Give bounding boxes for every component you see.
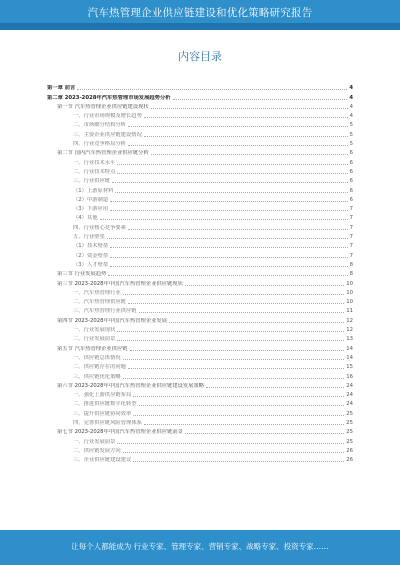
toc-page-number: 6 [349,187,353,194]
toc-page-number: 6 [349,159,353,166]
toc-leader-dots [185,285,344,286]
toc-leader-dots [139,312,345,313]
toc-entry-title: （2）资金壁垒 [73,252,109,259]
toc-page-number: 10 [346,289,353,296]
toc-entry-title: 第三节 行业发展趋势 [57,271,107,278]
toc-leader-dots [144,117,348,118]
toc-page-number: 12 [346,317,353,324]
toc-entry[interactable] [47,381,353,390]
toc-leader-dots [123,294,345,295]
toc-page-number: 5 [349,141,353,148]
toc-entry[interactable] [47,353,353,362]
toc-page-number: 6 [349,196,353,203]
toc-entry[interactable] [47,167,353,176]
toc-entry[interactable] [47,148,353,157]
toc-page-number: 14 [346,354,353,361]
toc-leader-dots [133,461,344,462]
footer-slogan: 让每个人都能成为 行业专家、管理专家、营销专家、战略专家、投资专家…… [71,542,329,551]
toc-page-number: 7 [349,215,353,222]
toc-entry-title: 一、汽车热管理行业 [73,289,121,296]
toc-entry[interactable] [47,222,353,231]
toc-entry[interactable] [47,297,353,306]
toc-entry[interactable] [47,92,353,101]
toc-entry-title: 四、完善供应链风险管理体系 [73,419,142,426]
toc-page-number: 4 [349,85,353,92]
toc-leader-dots [139,405,345,406]
toc-entry-title: 二、行业技术特点 [73,168,116,175]
toc-entry-title: 二、市场细分结构分析 [73,122,126,129]
toc-entry[interactable] [47,129,353,138]
toc-entry[interactable] [47,455,353,464]
toc-entry[interactable] [47,111,353,120]
toc-entry-title: 第三节 2023-2028年中国汽车热管理企业供应链现状 [57,280,183,287]
toc-page-number: 7 [349,252,353,259]
toc-entry[interactable] [47,427,353,436]
toc-entry-title: 第七节 2023-2028年中国汽车热管理企业供应链前景 [57,429,183,436]
toc-leader-dots [108,275,347,276]
toc-entry[interactable] [47,371,353,380]
toc-entry-title: 二、供应链存在的问题 [73,364,126,371]
toc-page-number: 7 [349,224,353,231]
toc-title: 内容目录 [178,50,222,63]
header-band [0,23,400,30]
toc-leader-dots [117,443,344,444]
toc-leader-dots [173,99,348,100]
toc-leader-dots [123,452,345,453]
toc-page-number: 15 [346,364,353,371]
toc-entry[interactable] [47,250,353,259]
toc-entry-title: 二、供应链发展方向 [73,447,121,454]
toc-leader-dots [133,396,344,397]
toc-entry-title: 第四节 2023-2028年中国汽车热管理企业发展 [57,317,168,324]
toc-page-number: 26 [346,457,353,464]
toc-leader-dots [128,368,344,369]
toc-leader-dots [130,350,345,351]
toc-leader-dots [115,192,347,193]
toc-entry[interactable] [47,390,353,399]
toc-leader-dots [128,229,348,230]
toc-entry-title: （3）人才壁垒 [73,261,109,268]
toc-entry-title: 一、供应链总体情况 [73,354,121,361]
toc-entry-title: 三、企业供应链建设建议 [73,457,132,464]
toc-leader-dots [144,136,348,137]
report-title: 汽车热管理企业供应链建设和优化策略研究报告 [87,7,313,19]
toc-leader-dots [206,387,344,388]
toc-entry[interactable] [47,362,353,371]
toc-page-number: 7 [349,243,353,250]
toc-entry[interactable] [47,269,353,278]
toc-entry-title: 三、供应链优化策略 [73,373,121,380]
toc-entry[interactable] [47,102,353,111]
toc-leader-dots [117,164,347,165]
toc-leader-dots [117,173,347,174]
toc-leader-dots [128,145,348,146]
toc-entry-title: 第一节 汽车热管理企业供应链建设现状 [57,103,149,110]
toc-entry[interactable] [47,241,353,250]
toc-leader-dots [100,219,348,220]
toc-entry[interactable] [47,325,353,334]
toc-leader-dots [185,433,344,434]
toc-entry-title: 四、行业竞争格局分析 [73,141,126,148]
toc-entry[interactable] [47,334,353,343]
toc-page-number: 24 [346,401,353,408]
toc-entry[interactable] [47,204,353,213]
toc-entry-title: （1）技术壁垒 [73,243,109,250]
toc-entry-title: 二、汽车热管理供应链 [73,299,126,306]
toc-entry[interactable] [47,306,353,315]
toc-page-number: 5 [349,131,353,138]
toc-entry-title: 一、行业发展前景 [73,438,116,445]
toc-entry[interactable] [47,157,353,166]
toc-entry-title: （3）下游应用 [73,206,109,213]
toc-leader-dots [123,378,345,379]
toc-page-number: 4 [349,94,353,101]
toc-entry-title: 一、行业发展现状 [73,327,116,334]
toc-page-number: 12 [346,327,353,334]
toc-page-number: 7 [349,206,353,213]
toc-entry-title: （1）上游原材料 [73,187,114,194]
table-of-contents [47,83,353,464]
toc-entry-title: 第一章 前言 [47,85,76,92]
toc-page-number: 6 [349,178,353,185]
toc-entry[interactable] [47,120,353,129]
toc-entry-title: 一、行业市场规模及增长趋势 [73,113,142,120]
toc-page-number: 11 [346,308,353,315]
toc-entry-title: 三、行业供应链 [73,178,111,185]
toc-leader-dots [110,210,347,211]
toc-leader-dots [151,108,348,109]
footer-banner [0,530,400,565]
toc-page-number: 25 [346,429,353,436]
toc-entry-title: 二、行业发展前景 [73,336,116,343]
toc-leader-dots [151,154,348,155]
toc-leader-dots [128,303,344,304]
toc-entry[interactable] [47,213,353,222]
toc-entry-title: 五、行业壁垒 [73,234,105,241]
toc-entry-title: 一、行业技术水平 [73,159,116,166]
toc-page-number: 25 [346,438,353,445]
toc-entry[interactable] [47,315,353,324]
toc-entry[interactable] [47,83,353,92]
toc-leader-dots [110,201,347,202]
toc-page-number: 8 [349,271,353,278]
toc-leader-dots [128,126,348,127]
toc-page-number: 4 [349,103,353,110]
toc-page-number: 26 [346,447,353,454]
toc-entry[interactable] [47,343,353,352]
toc-page-number: 6 [349,150,353,157]
toc-entry-title: 第五节 汽车热管理企业供应链 [57,345,128,352]
toc-leader-dots [110,257,347,258]
toc-entry[interactable] [47,288,353,297]
toc-entry-title: （4）其他 [73,215,98,222]
toc-entry[interactable] [47,195,353,204]
report-header [0,0,400,30]
toc-page-number: 24 [346,392,353,399]
toc-entry[interactable] [47,139,353,148]
toc-page-number: 5 [349,122,353,129]
toc-page-number: 25 [346,419,353,426]
toc-entry[interactable] [47,260,353,269]
toc-entry[interactable] [47,446,353,455]
toc-entry-title: 第六节 2023-2028年中国汽车热管理企业供应链建设发展策略 [57,382,205,389]
toc-entry[interactable] [47,399,353,408]
toc-page-number: 24 [346,382,353,389]
toc-entry[interactable] [47,408,353,417]
toc-entry-title: 二、推进供应链数字化转型 [73,401,137,408]
toc-page-number: 6 [349,168,353,175]
toc-page-number: 8 [349,261,353,268]
toc-entry-title: 第二节 国内汽车热管理企业供应链分析 [57,150,149,157]
toc-leader-dots [112,182,348,183]
toc-leader-dots [123,359,345,360]
toc-entry[interactable] [47,278,353,287]
toc-leader-dots [107,238,348,239]
toc-leader-dots [110,247,347,248]
toc-entry-title: 三、提升供应链协同效率 [73,410,132,417]
toc-page-number: 16 [346,373,353,380]
toc-entry[interactable] [47,436,353,445]
toc-entry[interactable] [47,176,353,185]
toc-leader-dots [144,424,344,425]
toc-page-number: 25 [346,410,353,417]
toc-entry-title: 三、汽车热管理行业供应链 [73,308,137,315]
toc-page-number: 4 [349,113,353,120]
toc-entry[interactable] [47,418,353,427]
toc-page-number: 7 [349,234,353,241]
toc-leader-dots [117,331,344,332]
toc-leader-dots [110,266,347,267]
toc-leader-dots [77,89,347,90]
toc-page-number: 14 [346,345,353,352]
toc-leader-dots [117,340,344,341]
toc-page-number: 10 [346,299,353,306]
toc-entry-title: 一、强化上游供应链布局 [73,392,132,399]
toc-entry[interactable] [47,185,353,194]
toc-leader-dots [169,322,344,323]
toc-entry-title: 四、行业核心竞争要素 [73,224,126,231]
toc-page-number: 13 [346,336,353,343]
toc-entry[interactable] [47,232,353,241]
toc-entry-title: 三、主要企业供应链建设情况 [73,131,142,138]
toc-entry-title: 第二章 2023-2028年汽车热管理市场发展趋势分析 [47,94,171,101]
toc-leader-dots [133,415,344,416]
toc-entry-title: （2）中游制造 [73,196,109,203]
toc-page-number: 10 [346,280,353,287]
